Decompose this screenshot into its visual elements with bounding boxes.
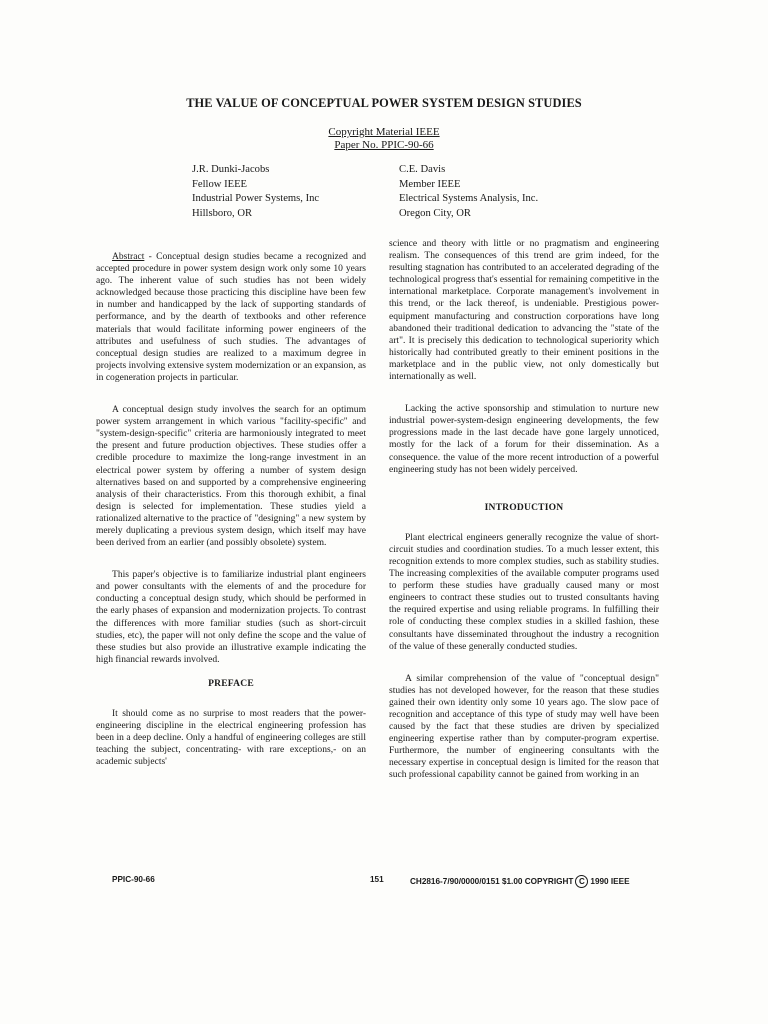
footer-year: 1990 IEEE <box>590 877 630 886</box>
introduction-heading: INTRODUCTION <box>484 501 564 513</box>
abstract-label: Abstract <box>112 251 145 262</box>
body-paragraph-1: science and theory with little or no pragmatism and engineering realism. The consequences of this trend are grim indeed, for the resulting stagnation has contributed to an accelerated degrading of the technological progress that's essential for remaining competitive in the international marketplace. Corporate management's involvement in this trend, or the lack thereof, is undeniable. Prestigious power-equipment manufacturing and construction corporations have long abandoned their traditional dedication to advancing the "state of the art". It is precisely this dedication to technological superiority which historically had contributed greatly to their eminent positions in the marketplace and in the public view, not only domestically but internationally as well. <box>389 238 659 383</box>
author-location: Oregon City, OR <box>399 207 471 219</box>
author-block-1 <box>192 163 319 221</box>
left-column <box>96 238 366 781</box>
footer-copyright <box>410 875 630 888</box>
introduction-paragraph-2: A similar comprehension of the value of "conceptual design" studies has not developed however, for the reason that these studies gained their own identity only some 10 years ago. The slow pace of recognition and acceptance of this type of study may well have been caused by the fact that these studies are driven by specialized engineering expertise rather than by computer-program expertise. Furthermore, the number of engineering consultants with the necessary expertise in conceptual design is limited for the reason that such professional capability cannot be gained from working in an <box>389 672 659 781</box>
introduction-paragraph-1: Plant electrical engineers generally recognize the value of short-circuit studies and coordination studies. To a much lesser extent, this recognition extends to more complex studies, such as stability studies. The increasing complexities of the available computer programs used to perform these studies have gradually caused many or most engineers to contract these studies out to trusted consultants having the required expertise and using reliable programs. In fulfilling their role of conducting these complex studies in a skilled fashion, these consultants have disseminated throughout the industry a recognition of the value of these generally conducted studies. <box>389 531 659 652</box>
right-column <box>389 238 659 794</box>
body-paragraph-2: Lacking the active sponsorship and stimulation to nurture new industrial power-system-design engineering developments, the few progressions made in the last decade have gone largely unnoticed, mostly for the lack of a forum for their dissemination. As a consequence. the value of the more recent introduction of a powerful engineering study has not been widely perceived. <box>389 403 659 475</box>
author-name: J.R. Dunki-Jacobs <box>192 164 270 175</box>
author-location: Hillsboro, OR <box>192 207 253 219</box>
abstract-text: - Conceptual design studies became a recognized and accepted procedure in power system design work only some 10 years ago. The inherent value of such studies has not been widely acknowledged because those practicing this discipline have been few in number and handicapped by the lack of supporting standards of performance, and by the dearth of textbooks and other reference materials that would facilitate informing power engineers of the attributes and usefulness of such studies. The advantages of conceptual design studies are realized to a maximum degree in projects involving extensive system modernization or an expansion, as in cogeneration projects in particular. <box>96 251 366 383</box>
abstract-paragraph-3: This paper's objective is to familiarize industrial plant engineers and power consultants with the elements of and the procedure for conducting a conceptual design study, which should be performed in the early phases of expansion and modernization projects. To contrast the differences with more familiar studies (such as short-circuit studies, etc), the paper will not only define the scope and the value of these studies but also provide an illustrative example indicating the high financial rewards involved. <box>96 569 366 665</box>
page-number: 151 <box>370 875 384 884</box>
copyright-icon: C <box>575 875 588 888</box>
paper-number: Paper No. PPIC-90-66 <box>334 138 434 151</box>
author-title: Fellow IEEE <box>192 178 248 190</box>
author-org: Electrical Systems Analysis, Inc. <box>399 193 539 204</box>
abstract-paragraph <box>96 251 366 384</box>
preface-paragraph-1: It should come as no surprise to most readers that the power-engineering discipline in the electrical engineering profession has been in a deep decline. Only a handful of engineering colleges are still teaching the subject, concentrating- with rare exceptions,- on an academic subjects' <box>96 708 366 768</box>
preface-heading: PREFACE <box>208 678 254 689</box>
author-block-2 <box>399 163 538 221</box>
abstract-paragraph-2: A conceptual design study involves the search for an optimum power system arrangement in which various "facility-specific" and "system-design-specific" criteria are harmoniously integrated to meet the present and future production objectives. These studies offer a credible procedure to maximize the long-range investment in an electrical power system by offering a number of system design alternatives based on and supported by a comprehensive engineering analysis of their characteristics. From this thorough exhibit, a final design is selected for implementation. These studies yield a rationalized alternative to the practice of "designing" a new system by merely duplicating a previous system design, which itself may have been derived from an earlier (and possibly obsolete) system. <box>96 404 366 549</box>
copyright-block <box>0 126 768 151</box>
copyright-line: Copyright Material IEEE <box>328 126 440 138</box>
author-org: Industrial Power Systems, Inc <box>192 193 320 204</box>
author-title: Member IEEE <box>399 178 461 190</box>
author-name: C.E. Davis <box>399 164 446 175</box>
paper-title: THE VALUE OF CONCEPTUAL POWER SYSTEM DESIGN STUDIES <box>186 96 582 110</box>
footer-copyright-text: CH2816-7/90/0000/0151 $1.00 COPYRIGHT <box>410 877 574 886</box>
footer-paper-id: PPIC-90-66 <box>112 875 155 884</box>
